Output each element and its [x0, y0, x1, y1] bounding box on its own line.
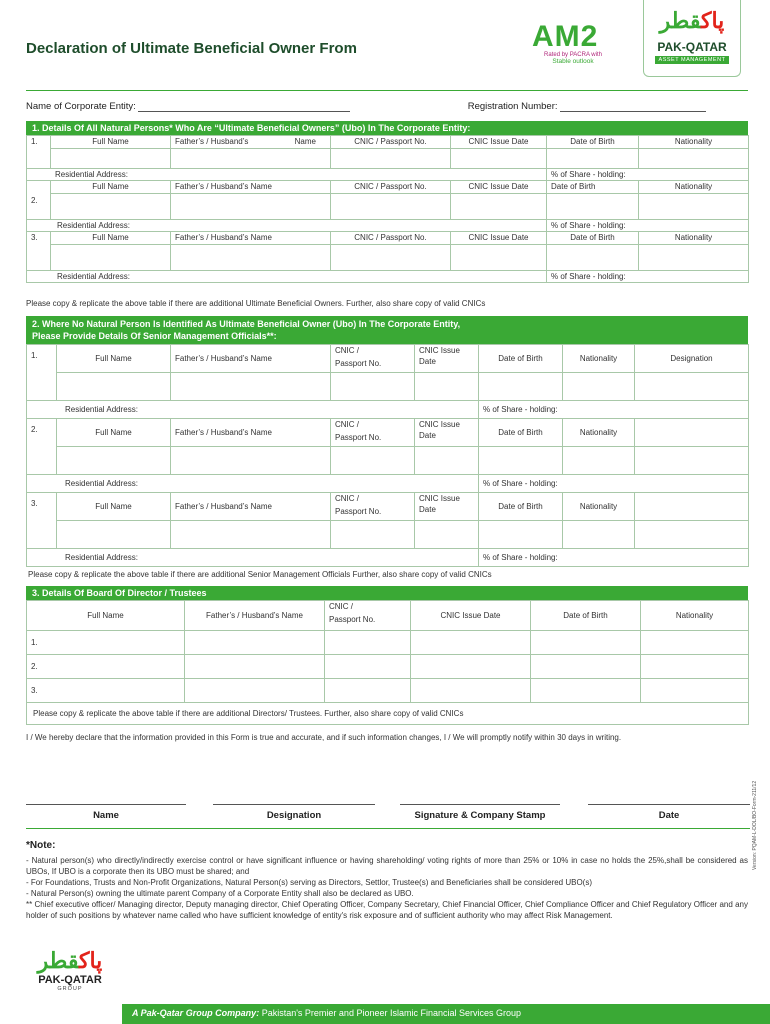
am2-outlook: Stable outlook — [552, 58, 594, 65]
section-2-note: Please copy & replicate the above table if there are additional Senior Management Officials Further, also share copy of valid CNICs — [28, 570, 492, 579]
designation-label: Designation — [635, 345, 749, 373]
cnic-issue-label — [415, 493, 479, 521]
cnic-issue-label-b: Date — [419, 431, 436, 440]
nationality-input[interactable] — [563, 447, 635, 475]
cnic-issue-label — [415, 345, 479, 373]
share-holding-field[interactable]: % of Share - holding: — [479, 549, 749, 567]
father-name-input[interactable] — [171, 194, 331, 220]
page-title: Declaration of Ultimate Beneficial Owner From — [26, 40, 357, 57]
smo-row-number: 1. — [27, 345, 57, 401]
cnic-issue-input[interactable] — [451, 149, 547, 169]
full-name-input[interactable] — [51, 149, 171, 169]
father-name-input[interactable] — [171, 521, 331, 549]
nationality-label: Nationality — [563, 345, 635, 373]
designation-input[interactable] — [635, 373, 749, 401]
cnic-label: CNIC / Passport No. — [331, 232, 451, 245]
notes-block — [26, 840, 748, 921]
header-divider — [26, 90, 748, 91]
nationality-input[interactable] — [639, 194, 749, 220]
date-signature-line[interactable] — [588, 804, 750, 805]
father-name-label: Father’s / Husband’s Name — [171, 419, 331, 447]
father-name-input[interactable] — [171, 373, 331, 401]
full-name-input[interactable] — [57, 521, 171, 549]
board-row-number[interactable]: 1. — [27, 631, 185, 655]
father-name-label: Father’s / Husband’s Name — [171, 181, 331, 194]
notes-heading: *Note: — [26, 840, 56, 851]
cnic-label-a: CNIC / — [335, 420, 359, 429]
dob-input[interactable] — [547, 149, 639, 169]
smo-row-1-input — [27, 373, 749, 401]
share-holding-field[interactable]: % of Share - holding: — [479, 401, 749, 419]
nationality-label: Nationality — [563, 419, 635, 447]
father-name-label: Father’s / Husband’s Name — [185, 601, 325, 631]
residential-address-field[interactable]: Residential Address: — [27, 475, 479, 493]
ubo-row-number: 2. — [27, 181, 51, 220]
pak-qatar-urdu-a: پاک — [701, 8, 725, 33]
dob-input[interactable] — [547, 194, 639, 220]
dob-label: Date of Birth — [479, 419, 563, 447]
cnic-label-a: CNIC / — [335, 346, 359, 355]
cnic-issue-label: CNIC Issue Date — [451, 136, 547, 149]
share-holding-field[interactable]: % of Share - holding: — [547, 271, 749, 283]
cnic-input[interactable] — [325, 679, 411, 703]
board-header-row — [27, 601, 749, 631]
entity-row — [26, 101, 748, 115]
residential-address-field[interactable]: Residential Address: — [27, 271, 547, 283]
cnic-input[interactable] — [325, 655, 411, 679]
father-name-input[interactable] — [171, 245, 331, 271]
pak-qatar-group-logo — [32, 948, 108, 992]
smo-row-number: 2. — [27, 419, 57, 475]
section-2-table — [26, 344, 749, 567]
full-name-input[interactable] — [57, 447, 171, 475]
board-row-1 — [27, 631, 749, 655]
pak-qatar-group-sub: GROUP — [57, 986, 83, 992]
nationality-label: Nationality — [563, 493, 635, 521]
father-name-label: Father’s / Husband’s Name — [171, 232, 331, 245]
cnic-issue-label-a: CNIC Issue — [419, 420, 460, 429]
full-name-input[interactable] — [51, 194, 171, 220]
cnic-issue-label-b: Date — [419, 505, 436, 514]
smo-row-3-input — [27, 521, 749, 549]
father-name-input[interactable] — [171, 149, 331, 169]
cnic-label-a: CNIC / — [335, 494, 359, 503]
smo-row-3-address — [27, 549, 749, 567]
dob-input[interactable] — [547, 245, 639, 271]
cnic-input[interactable] — [331, 149, 451, 169]
section-3-note: Please copy & replicate the above table if there are additional Directors/ Trustees. Further, also share copy of valid CNICs — [27, 703, 749, 725]
cnic-issue-label-a: CNIC Issue — [419, 494, 460, 503]
cnic-issue-input[interactable] — [411, 655, 531, 679]
smo-row-2-input — [27, 447, 749, 475]
pak-qatar-logo — [643, 0, 741, 77]
note-line-2: - For Foundations, Trusts and Non-Profit Organizations, Natural Person(s) serving as Directors, Settlor, Trustee(s) and Beneficiaries shall be considered UBO(s) — [26, 878, 593, 887]
ubo-row-number: 3. — [27, 232, 51, 271]
section-1-title: 1. Details Of All Natural Persons* Who Are “Ultimate Beneficial Owners” (Ubo) In The Corporate Entity: — [26, 121, 748, 135]
am2-rating-logo — [532, 22, 628, 65]
footer-tagline: Pakistan's Premier and Pioneer Islamic Financial Services Group — [259, 1008, 522, 1018]
father-name-label — [171, 136, 331, 149]
smo-row-1-header — [27, 345, 749, 373]
notes-divider — [26, 828, 750, 829]
cnic-input[interactable] — [331, 447, 415, 475]
cnic-issue-label — [415, 419, 479, 447]
father-name-input[interactable] — [171, 447, 331, 475]
full-name-label: Full Name — [51, 181, 171, 194]
nationality-input[interactable] — [641, 631, 749, 655]
cnic-label: CNIC / Passport No. — [331, 136, 451, 149]
version-text: Version: PQAM-L-DOL/BO-Form-211/12 — [752, 780, 758, 870]
smo-row-3-header — [27, 493, 749, 521]
board-row-2 — [27, 655, 749, 679]
nationality-label: Nationality — [639, 232, 749, 245]
cnic-label-b: Passport No. — [335, 359, 382, 368]
full-name-label: Full Name — [57, 345, 171, 373]
dob-label: Date of Birth — [479, 345, 563, 373]
cnic-label-b: Passport No. — [335, 433, 382, 442]
ubo-row-1-address — [27, 169, 749, 181]
dob-input[interactable] — [531, 679, 641, 703]
cnic-label — [325, 601, 411, 631]
father-name-label: Father’s / Husband’s Name — [171, 493, 331, 521]
ubo-row-1-header — [27, 136, 749, 149]
cnic-issue-label: CNIC Issue Date — [411, 601, 531, 631]
designation-label: Designation — [266, 810, 322, 821]
dob-label: Date of Birth — [479, 493, 563, 521]
section-2-title — [26, 316, 748, 344]
pak-qatar-sub: ASSET MANAGEMENT — [655, 56, 730, 64]
pak-qatar-group-urdu-mark — [32, 948, 108, 974]
cnic-label-b: Passport No. — [329, 615, 376, 624]
share-holding-field[interactable]: % of Share - holding: — [547, 220, 749, 232]
pak-qatar-urdu-mark — [644, 8, 740, 34]
ubo-row-2-header — [27, 181, 749, 194]
cnic-issue-input[interactable] — [415, 521, 479, 549]
father-name-input[interactable] — [185, 631, 325, 655]
nationality-label: Nationality — [641, 601, 749, 631]
corporate-entity-field[interactable] — [138, 101, 350, 112]
residential-address-field[interactable]: Residential Address: — [27, 401, 479, 419]
father-name-input[interactable] — [185, 655, 325, 679]
dob-input[interactable] — [479, 373, 563, 401]
nationality-input[interactable] — [639, 149, 749, 169]
smo-row-2-header — [27, 419, 749, 447]
full-name-input[interactable] — [51, 245, 171, 271]
board-row-3 — [27, 679, 749, 703]
share-holding-field[interactable]: % of Share - holding: — [479, 475, 749, 493]
name-signature-line[interactable] — [26, 804, 186, 805]
cnic-label-a: CNIC / — [329, 602, 353, 611]
residential-address-field[interactable]: Residential Address: — [27, 220, 547, 232]
corporate-entity-label: Name of Corporate Entity: — [26, 101, 136, 112]
cnic-label — [331, 419, 415, 447]
cnic-label — [331, 493, 415, 521]
dob-label: Date of Birth — [531, 601, 641, 631]
ubo-row-3-input — [27, 245, 749, 271]
full-name-label: Full Name — [57, 419, 171, 447]
cnic-issue-label-a: CNIC Issue — [419, 346, 460, 355]
cnic-issue-label: CNIC Issue Date — [451, 232, 547, 245]
nationality-input[interactable] — [563, 521, 635, 549]
ubo-row-2-address — [27, 220, 749, 232]
ubo-row-3-header — [27, 232, 749, 245]
designation-signature-line[interactable] — [213, 804, 375, 805]
cnic-label — [331, 345, 415, 373]
pak-qatar-group-urdu-a: پاک — [79, 948, 103, 973]
residential-address-field[interactable]: Residential Address: — [27, 169, 547, 181]
pak-qatar-urdu-b: قطر — [659, 8, 701, 33]
pak-qatar-name: PAK-QATAR — [657, 40, 727, 54]
full-name-label: Full Name — [27, 601, 185, 631]
note-line-4: ** Chief executive officer/ Managing director, Deputy managing director, Chief Operating Officer, Company Secretary, Chief Financial Officer, Chief Compliance Officer and Chief Regulatory Officer and any holder of such positions by whatever name called who have sufficient knowledge of entity's risk exposure and of sufficient authority who may affect Risk Management. — [26, 900, 748, 920]
signature-stamp-label: Signature & Company Stamp — [414, 810, 546, 821]
nationality-label: Nationality — [639, 181, 749, 194]
footer-bar — [122, 1004, 770, 1024]
cnic-label-b: Passport No. — [335, 507, 382, 516]
dob-input[interactable] — [531, 655, 641, 679]
note-line-3: - Natural Person(s) owning the ultimate parent Company of a Corporate Entity shall also be declared as UBO. — [26, 889, 414, 898]
board-row-number[interactable]: 3. — [27, 679, 185, 703]
registration-number-field[interactable] — [560, 101, 706, 112]
cnic-input[interactable] — [331, 521, 415, 549]
note-line-1: - Natural person(s) who directly/indirectly exercise control or have significant influence or having shareholding/ voting rights of more than 25% or 10% in case no holds the 25%,shall be considered as UBOs, If UBO is a corporate then its UBO must be shared; and — [26, 856, 748, 876]
am2-rated-by: Rated by PACRA with — [544, 52, 602, 58]
full-name-input[interactable] — [57, 373, 171, 401]
nationality-input[interactable] — [639, 245, 749, 271]
share-holding-field[interactable]: % of Share - holding: — [547, 169, 749, 181]
dob-input[interactable] — [479, 447, 563, 475]
cnic-issue-input[interactable] — [451, 245, 547, 271]
cnic-issue-label: CNIC Issue Date — [451, 181, 547, 194]
section-3-title: 3. Details Of Board Of Director / Trustees — [26, 586, 748, 600]
section-1-note: Please copy & replicate the above table if there are additional Ultimate Beneficial Owners. Further, also share copy of valid CNICs — [26, 299, 486, 308]
dob-label: Date of Birth — [547, 181, 639, 194]
cnic-issue-input[interactable] — [415, 447, 479, 475]
registration-number-label: Registration Number: — [467, 101, 558, 112]
cnic-label: CNIC / Passport No. — [331, 181, 451, 194]
section-2 — [26, 316, 748, 567]
cnic-input[interactable] — [331, 194, 451, 220]
section-1-table — [26, 135, 749, 283]
smo-row-1-address — [27, 401, 749, 419]
ubo-row-1-input — [27, 149, 749, 169]
dob-input[interactable] — [531, 631, 641, 655]
nationality-input[interactable] — [563, 373, 635, 401]
full-name-label: Full Name — [51, 136, 171, 149]
pak-qatar-group-urdu-b: قطر — [37, 948, 79, 973]
am2-logo-text: AM2 — [532, 20, 599, 53]
cnic-input[interactable] — [331, 373, 415, 401]
name-label: Name — [93, 810, 119, 821]
full-name-label: Full Name — [57, 493, 171, 521]
cnic-issue-input[interactable] — [411, 679, 531, 703]
smo-row-2-address — [27, 475, 749, 493]
residential-address-field[interactable]: Residential Address: — [27, 549, 479, 567]
ubo-row-number: 1. — [27, 136, 51, 169]
father-name-label: Father’s / Husband’s Name — [171, 345, 331, 373]
nationality-label: Nationality — [639, 136, 749, 149]
ubo-row-2-input — [27, 194, 749, 220]
smo-row-number: 3. — [27, 493, 57, 549]
stamp-signature-line[interactable] — [400, 804, 560, 805]
pak-qatar-group-name: PAK-QATAR — [38, 974, 102, 986]
nationality-input[interactable] — [641, 655, 749, 679]
nationality-input[interactable] — [641, 679, 749, 703]
board-row-number[interactable]: 2. — [27, 655, 185, 679]
designation-label — [635, 419, 749, 447]
section-3-table — [26, 600, 749, 725]
board-note-row — [27, 703, 749, 725]
full-name-label: Full Name — [51, 232, 171, 245]
ubo-row-3-address — [27, 271, 749, 283]
cnic-issue-input[interactable] — [451, 194, 547, 220]
father-name-label-a: Father’s / Husband’s — [175, 137, 249, 146]
date-label: Date — [658, 810, 680, 821]
dob-label: Date of Birth — [547, 136, 639, 149]
designation-input[interactable] — [635, 447, 749, 475]
cnic-issue-label-b: Date — [419, 357, 436, 366]
section-2-title-line-1: 2. Where No Natural Person Is Identified As Ultimate Beneficial Owner (Ubo) In The Corporate Entity, — [32, 319, 461, 329]
section-2-title-line-2: Please Provide Details Of Senior Management Officials**: — [32, 331, 277, 341]
dob-label: Date of Birth — [547, 232, 639, 245]
cnic-input[interactable] — [325, 631, 411, 655]
father-name-label-b: Name — [294, 137, 316, 146]
cnic-input[interactable] — [331, 245, 451, 271]
cnic-issue-input[interactable] — [415, 373, 479, 401]
declaration-text: I / We hereby declare that the information provided in this Form is true and accurate, and if such information changes, I / We will promptly notify within 30 days in writing. — [26, 733, 622, 742]
section-3 — [26, 586, 748, 725]
section-1 — [26, 121, 748, 283]
designation-label — [635, 493, 749, 521]
designation-input[interactable] — [635, 521, 749, 549]
father-name-input[interactable] — [185, 679, 325, 703]
cnic-issue-input[interactable] — [411, 631, 531, 655]
footer-company: A Pak-Qatar Group Company: — [132, 1008, 260, 1018]
dob-input[interactable] — [479, 521, 563, 549]
